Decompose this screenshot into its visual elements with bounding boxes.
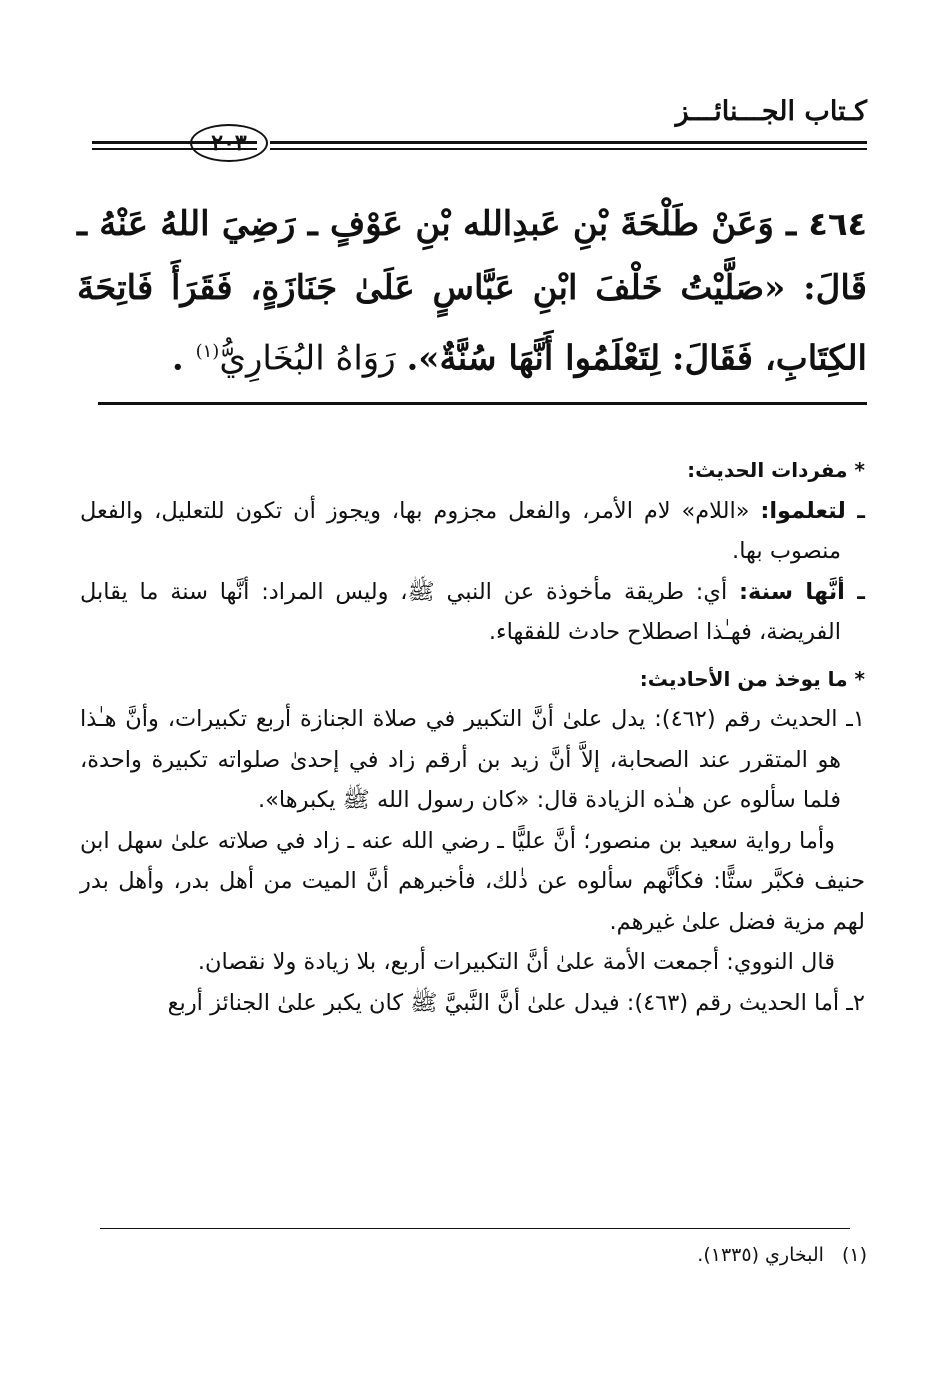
lesson-paragraph: قال النووي: أجمعت الأمة علىٰ أنَّ التكبيرات أربع، بلا زيادة ولا نقصان.	[197, 949, 835, 975]
vocab-item	[80, 491, 865, 572]
hadith-number: ٤٦٤	[808, 205, 867, 243]
hadith-dash: ـ	[773, 204, 809, 244]
footnote-separator	[100, 1228, 850, 1229]
footnote-text: البخاري (١٣٣٥).	[697, 1244, 824, 1266]
hadith-source: رَوَاهُ البُخَارِيُّ	[219, 338, 407, 379]
hadith-text-block	[77, 192, 867, 390]
header-double-rule-left	[92, 138, 257, 154]
section-separator	[98, 402, 867, 405]
lesson-paragraph: وأما رواية سعيد بن منصور؛ أنَّ عليًّا ـ رضي الله عنه ـ زاد في صلاته علىٰ سهل ابن حنيف فكبَّر ستًّا: فكأنَّهم سألوه عن ذٰلك، فأخبرهم أنَّ الميت من أهل بدر، وأهل بدر لهم مزية فضل علىٰ غيرهم.	[80, 827, 865, 935]
vocab-definition: أي: طريقة مأخوذة عن النبي ﷺ، وليس المراد: أنَّها سنة ما يقابل الفريضة، فهـٰذا اصطلاح حادث للفقهاء.	[80, 578, 841, 645]
vocab-term: ـ أنَّها سنة:	[739, 578, 865, 605]
lesson-paragraph: ٢ـ أما الحديث رقم (٤٦٣): فيدل علىٰ أنَّ النَّبيَّ ﷺ كان يكبر علىٰ الجنائز أربع	[167, 989, 865, 1016]
lesson-paragraph: ١ـ الحديث رقم (٤٦٢): يدل علىٰ أنَّ التكبير في صلاة الجنازة أربع تكبيرات، وأنَّ هـٰذا هو المتقرر عند الصحابة، إلاَّ أنَّ زيد بن أرقم زاد في إحدىٰ صلواته تكبيرة واحدة، فلما سألوه عن هـٰذه الزيادة قال: «كان رسول الله ﷺ يكبرها».	[80, 706, 865, 813]
running-header-title: كـتاب الجـــنائـــز	[675, 96, 867, 127]
vocab-heading: * مفردات الحديث:	[687, 458, 865, 482]
header-double-rule-right	[270, 138, 867, 154]
footnote-number: (١)	[841, 1244, 867, 1266]
page-number: ٢٠٣	[190, 124, 268, 162]
vocab-term: ـ لتعلموا:	[760, 497, 865, 524]
commentary-block	[80, 450, 865, 1023]
hadith-body: وَعَنْ طَلْحَةَ بْنِ عَبدِالله بْنِ عَوْفٍ ـ رَضِيَ اللهُ عَنْهُ ـ قَالَ: «صَلَّيْتُ خَلْفَ ابْنِ عَبَّاسٍ عَلَىٰ جَنَازَةٍ، فَقَرَأَ فَاتِحَةَ الكِتَابِ، فَقَالَ: لِتَعْلَمُوا أَنَّهَا سُنَّةٌ».	[77, 204, 867, 379]
vocab-definition: «اللام» لام الأمر، والفعل مجزوم بها، ويجوز أن تكون للتعليل، والفعل منصوب بها.	[80, 497, 841, 564]
hadith-end: .	[171, 338, 196, 379]
vocab-item	[80, 572, 865, 653]
footnote	[697, 1244, 867, 1266]
lessons-heading: * ما يوخذ من الأحاديث:	[639, 666, 865, 691]
footnote-reference: (١)	[195, 341, 220, 362]
